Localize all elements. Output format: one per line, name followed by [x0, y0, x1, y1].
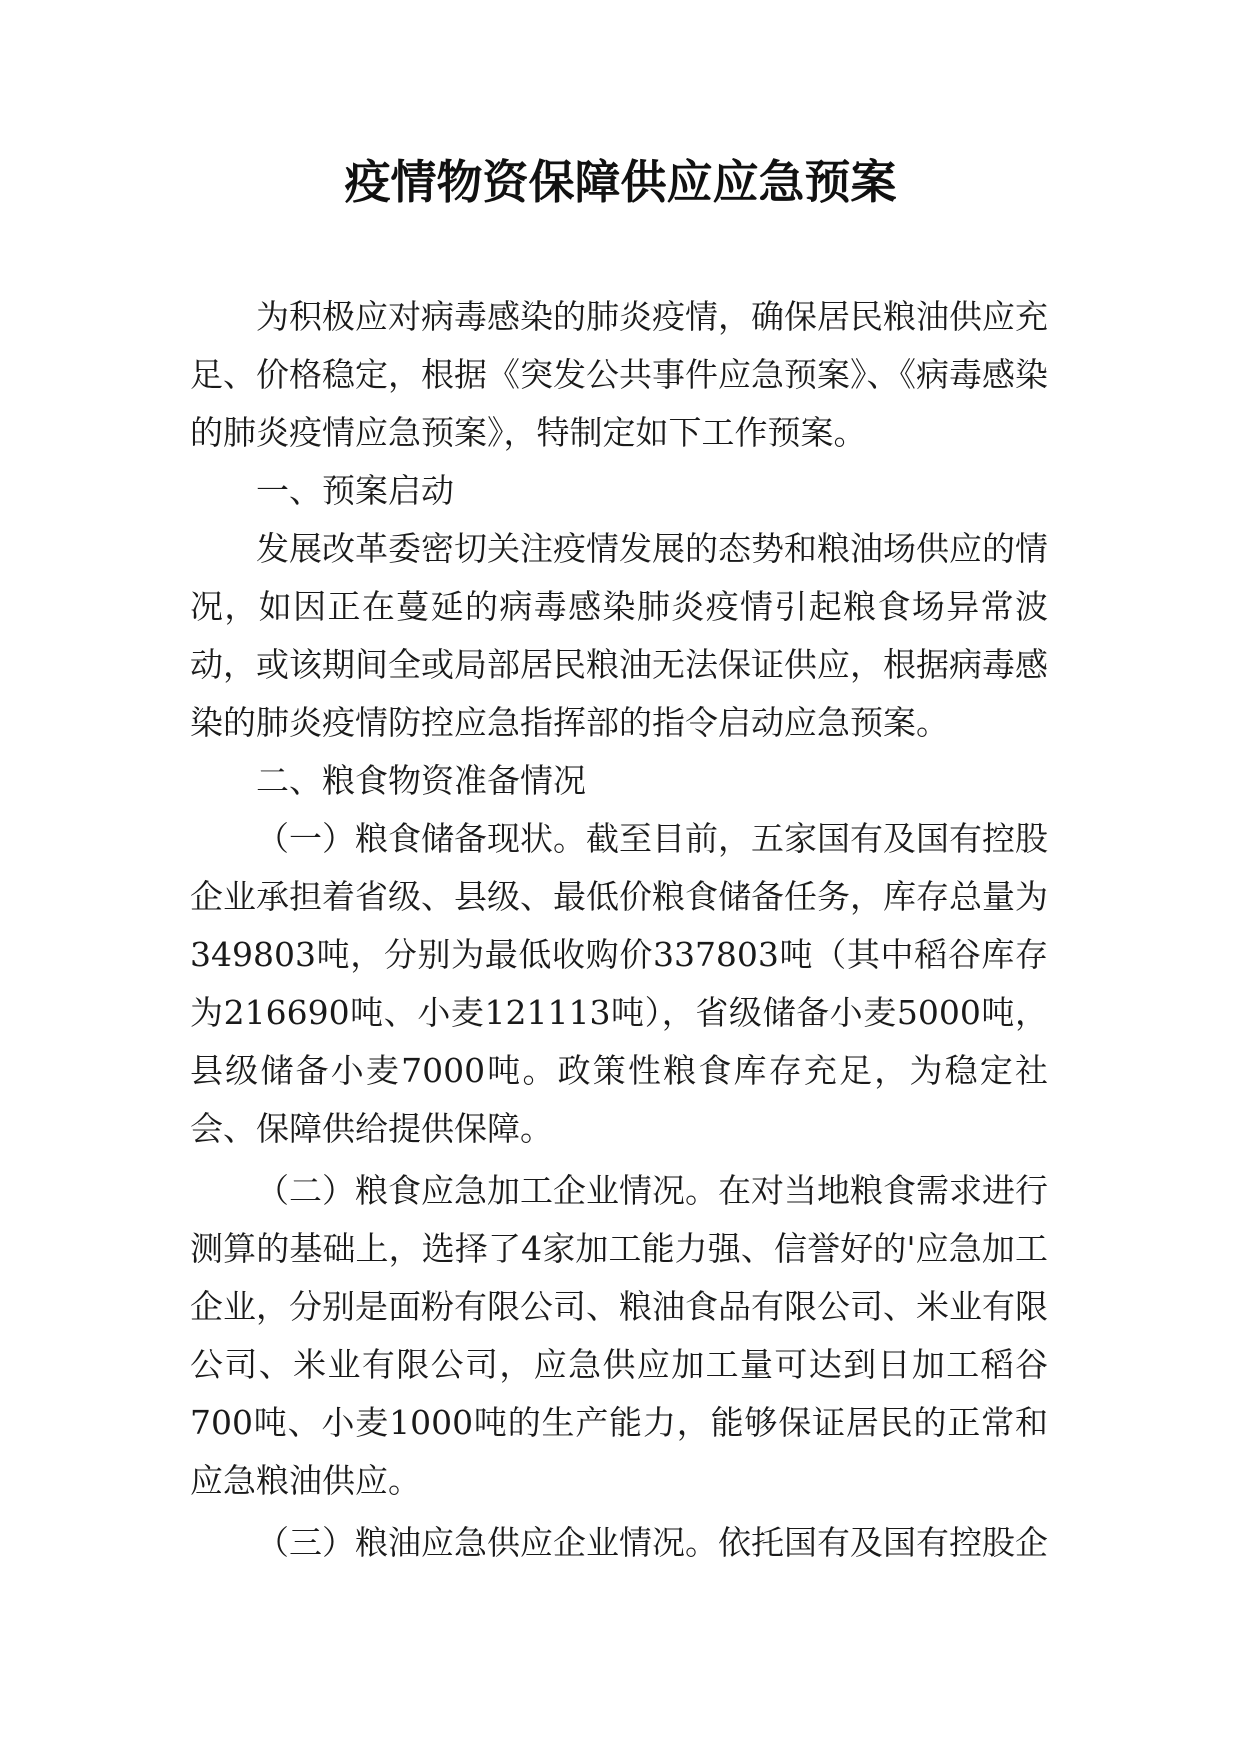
section-heading-2: 二、粮食物资准备情况 — [256, 761, 586, 800]
document-body — [190, 288, 1048, 1572]
paragraph-plan-activation: 发展改革委密切关注疫情发展的态势和粮油场供应的情况，如因正在蔓延的病毒感染肺炎疫情引起粮食场异常波动，或该期间全或局部居民粮油无法保证供应，根据病毒感染的肺炎疫情防控应急指挥部的指令启动应急预案。 — [190, 529, 1048, 742]
paragraph-supply-enterprises: （三）粮油应急供应企业情况。依托国有及国有控股企 — [256, 1523, 1048, 1562]
section-heading-1: 一、预案启动 — [256, 471, 454, 510]
paragraph-grain-reserve: （一）粮食储备现状。截至目前，五家国有及国有控股企业承担着省级、县级、最低价粮食储备任务，库存总量为349803吨，分别为最低收购价337803吨（其中稻谷库存为216690吨、小麦121113吨），省级储备小麦5000吨，县级储备小麦7000吨。政策性粮食库存充足，为稳定社会、保障供给提供保障。 — [190, 819, 1048, 1148]
paragraph-intro: 为积极应对病毒感染的肺炎疫情，确保居民粮油供应充足、价格稳定，根据《突发公共事件应急预案》、《病毒感染的肺炎疫情应急预案》，特制定如下工作预案。 — [190, 297, 1048, 452]
paragraph-processing-enterprises: （二）粮食应急加工企业情况。在对当地粮食需求进行测算的基础上，选择了4家加工能力强、信誉好的'应急加工企业，分别是面粉有限公司、粮油食品有限公司、米业有限公司、米业有限公司，应急供应加工量可达到日加工稻谷700吨、小麦1000吨的生产能力，能够保证居民的正常和应急粮油供应。 — [190, 1171, 1048, 1500]
document-title: 疫情物资保障供应应急预案 — [344, 155, 897, 209]
